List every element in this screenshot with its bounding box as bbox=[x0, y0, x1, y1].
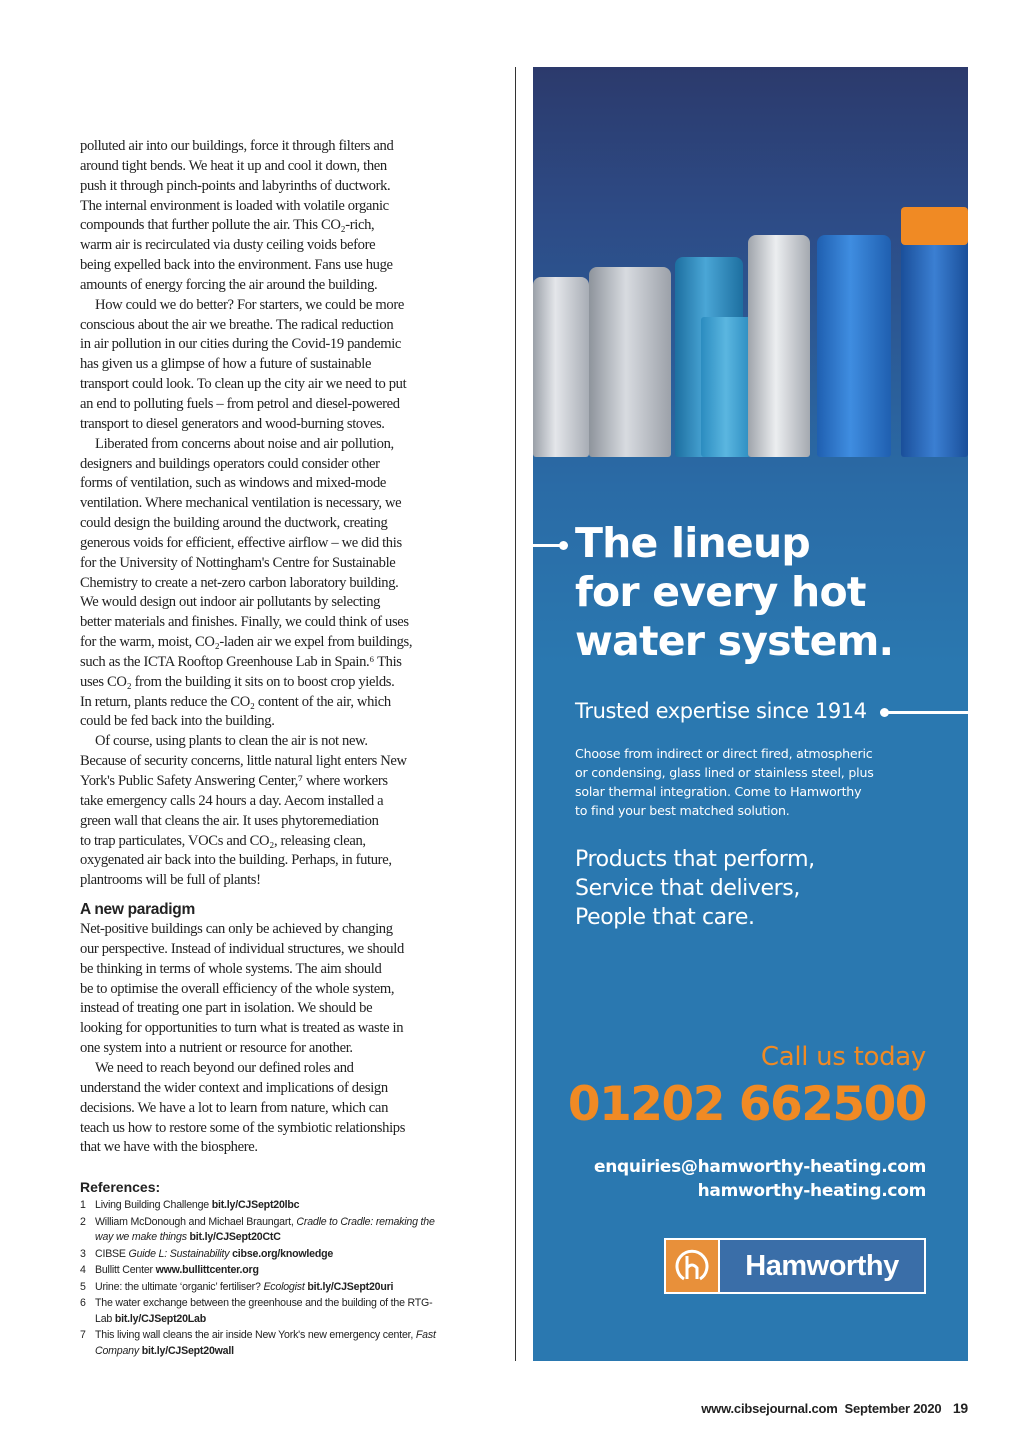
article-line: Because of security concerns, little natural light enters New bbox=[80, 753, 407, 770]
article-line: Net-positive buildings can only be achieved by changing bbox=[80, 921, 393, 938]
article-line: has given us a glimpse of how a future of sustainable bbox=[80, 356, 372, 373]
footer-date: September 2020 bbox=[844, 1401, 942, 1416]
reference-text: Living Building Challenge bbox=[95, 1199, 212, 1211]
reference-number: 2 bbox=[80, 1215, 86, 1228]
reference-text: This living wall cleans the air inside New York's new emergency center, bbox=[95, 1329, 416, 1341]
article-line: uses CO₂ from the building it sits on to boost crop yields. bbox=[80, 673, 395, 690]
slogan-line: People that care. bbox=[575, 905, 755, 930]
body-line: Choose from indirect or direct fired, atmospheric bbox=[575, 746, 873, 761]
reference-link[interactable]: bit.ly/CJSept20lbc bbox=[211, 1199, 300, 1211]
reference-number: 3 bbox=[80, 1247, 86, 1260]
article-line: take emergency calls 24 hours a day. Aecom installed a bbox=[80, 792, 384, 809]
article-line: one system into a nutrient or resource for another. bbox=[80, 1040, 353, 1057]
website-link[interactable]: hamworthy-heating.com bbox=[697, 1181, 926, 1201]
body-line: solar thermal integration. Come to Hamworthy bbox=[575, 784, 862, 799]
reference-text: Bullitt Center bbox=[95, 1264, 156, 1276]
references-title: References: bbox=[80, 1179, 161, 1195]
article-line: generous voids for efficient, effective airflow – we did this bbox=[80, 534, 402, 551]
hamworthy-logo bbox=[664, 1238, 926, 1294]
reference-number: 6 bbox=[80, 1297, 86, 1309]
reference-text: Urine: the ultimate ‘organic’ fertiliser? bbox=[95, 1280, 264, 1293]
article-line: around tight bends. We heat it up and cool it down, then bbox=[80, 157, 387, 174]
reference-item bbox=[80, 1280, 440, 1296]
reference-link[interactable]: bit.ly/CJSept20CtC bbox=[189, 1231, 281, 1243]
ad-headline bbox=[575, 519, 893, 666]
reference-item bbox=[80, 1263, 440, 1279]
article-line: for the warm, moist, CO₂-laden air we expel from buildings, bbox=[80, 634, 413, 651]
article-line: amounts of energy forcing the air around the building. bbox=[80, 276, 378, 293]
article-line: instead of treating one part in isolation. We should be bbox=[80, 1000, 373, 1017]
connector-line bbox=[885, 711, 968, 714]
article-line: We need to reach beyond our defined roles and bbox=[95, 1059, 354, 1076]
article-line: transport to diesel generators and wood-burning stoves. bbox=[80, 415, 385, 432]
article-line: for the University of Nottingham's Centre for Sustainable bbox=[80, 554, 396, 571]
ad-slogan bbox=[575, 845, 815, 932]
article-line: such as the ICTA Rooftop Greenhouse Lab in Spain.⁶ This bbox=[80, 653, 402, 670]
article-line: better materials and finishes. Finally, we could think of uses bbox=[80, 614, 409, 631]
body-line: to find your best matched solution. bbox=[575, 803, 790, 818]
article-line: be to optimise the overall efficiency of the whole system, bbox=[80, 980, 395, 997]
article-line: Liberated from concerns about noise and air pollution, bbox=[95, 435, 394, 452]
body-line: or condensing, glass lined or stainless steel, plus bbox=[575, 765, 874, 780]
article-line: green wall that cleans the air. It uses phytoremediation bbox=[80, 812, 379, 829]
hamworthy-advert bbox=[533, 67, 968, 1361]
reference-link[interactable]: bit.ly/CJSept20wall bbox=[141, 1344, 234, 1357]
article-line: push it through pinch-points and labyrinths of ductwork. bbox=[80, 177, 391, 194]
slogan-line: Service that delivers, bbox=[575, 876, 800, 901]
article-line: that we have with the biosphere. bbox=[80, 1139, 258, 1156]
article-line: How could we do better? For starters, we could be more bbox=[95, 296, 404, 313]
brand-name: Hamworthy bbox=[720, 1240, 924, 1292]
article-line: Chemistry to create a net-zero carbon laboratory building. bbox=[80, 574, 399, 591]
phone-number[interactable]: 01202 662500 bbox=[567, 1077, 926, 1132]
article-line: our perspective. Instead of individual structures, we should bbox=[80, 940, 404, 957]
page-footer bbox=[701, 1400, 968, 1416]
reference-item bbox=[80, 1198, 440, 1214]
slogan-line: Products that perform, bbox=[575, 847, 815, 872]
email-link[interactable]: enquiries@hamworthy-heating.com bbox=[594, 1157, 926, 1177]
reference-title: Ecologist bbox=[263, 1280, 308, 1293]
article-line: ventilation. Where mechanical ventilation is necessary, we bbox=[80, 495, 402, 512]
references bbox=[80, 1179, 440, 1360]
connector-dot bbox=[559, 541, 568, 550]
article-line: in air pollution in our cities during the Covid-19 pandemic bbox=[80, 336, 402, 353]
article-line: understand the wider context and implications of design bbox=[80, 1079, 388, 1096]
reference-number: 4 bbox=[80, 1264, 86, 1276]
page-number: 19 bbox=[952, 1400, 968, 1416]
reference-item bbox=[80, 1247, 440, 1263]
article-line: We would design out indoor air pollutants by selecting bbox=[80, 594, 381, 611]
article-line: teach us how to restore some of the symbiotic relationships bbox=[80, 1119, 406, 1136]
article-line: In return, plants reduce the CO₂ content of the air, which bbox=[80, 693, 391, 710]
reference-link[interactable]: www.bullittcenter.org bbox=[155, 1264, 259, 1276]
headline-line: The lineup bbox=[575, 519, 810, 567]
product-lineup-image bbox=[533, 207, 968, 457]
article-body bbox=[80, 137, 440, 1158]
article-line: could design the building around the ductwork, creating bbox=[80, 515, 388, 532]
reference-number: 7 bbox=[80, 1329, 86, 1341]
call-us-label: Call us today bbox=[760, 1042, 926, 1072]
article-line: compounds that further pollute the air. This CO₂-rich, bbox=[80, 217, 375, 234]
article-line: could be fed back into the building. bbox=[80, 713, 275, 730]
article-line: Of course, using plants to clean the air is not new. bbox=[95, 733, 368, 750]
reference-number: 1 bbox=[80, 1199, 86, 1211]
reference-text: CIBSE bbox=[95, 1247, 129, 1260]
article-line: designers and buildings operators could consider other bbox=[80, 455, 380, 472]
article-line: conscious about the air we breathe. The radical reduction bbox=[80, 316, 394, 333]
reference-text: William McDonough and Michael Braungart, bbox=[95, 1215, 297, 1228]
article-line: York's Public Safety Answering Center,⁷ where workers bbox=[80, 773, 388, 789]
section-heading: A new paradigm bbox=[80, 901, 195, 919]
reference-link[interactable]: bit.ly/CJSept20uri bbox=[307, 1280, 394, 1293]
article-line: The internal environment is loaded with volatile organic bbox=[80, 197, 389, 214]
article-line: to trap particulates, VOCs and CO₂, releasing clean, bbox=[80, 832, 366, 849]
hamworthy-h-icon bbox=[666, 1240, 720, 1292]
reference-text: The water exchange between the greenhouse and the building of the RTG-Lab bbox=[95, 1297, 433, 1325]
article-line: decisions. We have a lot to learn from nature, which can bbox=[80, 1099, 389, 1116]
reference-item bbox=[80, 1328, 440, 1359]
reference-link[interactable]: cibse.org/knowledge bbox=[232, 1247, 334, 1260]
article-line: plantrooms will be full of plants! bbox=[80, 872, 261, 889]
article-line: being expelled back into the environment. Fans use huge bbox=[80, 257, 393, 274]
reference-title: Fast Company bbox=[95, 1329, 436, 1357]
reference-item bbox=[80, 1215, 440, 1246]
reference-link[interactable]: bit.ly/CJSept20Lab bbox=[114, 1312, 207, 1325]
article-line: looking for opportunities to turn what is treated as waste in bbox=[80, 1020, 404, 1037]
footer-url: www.cibsejournal.com bbox=[701, 1401, 838, 1416]
article-line: oxygenated air back into the building. Perhaps, in future, bbox=[80, 852, 392, 869]
reference-number: 5 bbox=[80, 1280, 86, 1293]
reference-item bbox=[80, 1296, 440, 1327]
column-divider bbox=[515, 67, 516, 1361]
headline-line: water system. bbox=[575, 617, 894, 665]
article-line: warm air is recirculated via dusty ceiling voids before bbox=[80, 237, 376, 254]
ad-tagline: Trusted expertise since 1914 bbox=[575, 699, 867, 723]
article-line: polluted air into our buildings, force it through filters and bbox=[80, 138, 394, 154]
article-line: an end to polluting fuels – from petrol and diesel-powered bbox=[80, 395, 400, 412]
ad-body bbox=[575, 744, 874, 820]
article-line: forms of ventilation, such as windows and mixed-mode bbox=[80, 475, 387, 492]
reference-title: Guide L: Sustainability bbox=[128, 1247, 233, 1260]
headline-line: for every hot bbox=[575, 568, 866, 616]
article-line: be thinking in terms of whole systems. The aim should bbox=[80, 960, 382, 977]
article-line: transport could look. To clean up the city air we need to put bbox=[80, 376, 407, 393]
reference-title: Cradle to Cradle: remaking the way we make things bbox=[95, 1215, 435, 1243]
contact-info bbox=[594, 1155, 926, 1203]
